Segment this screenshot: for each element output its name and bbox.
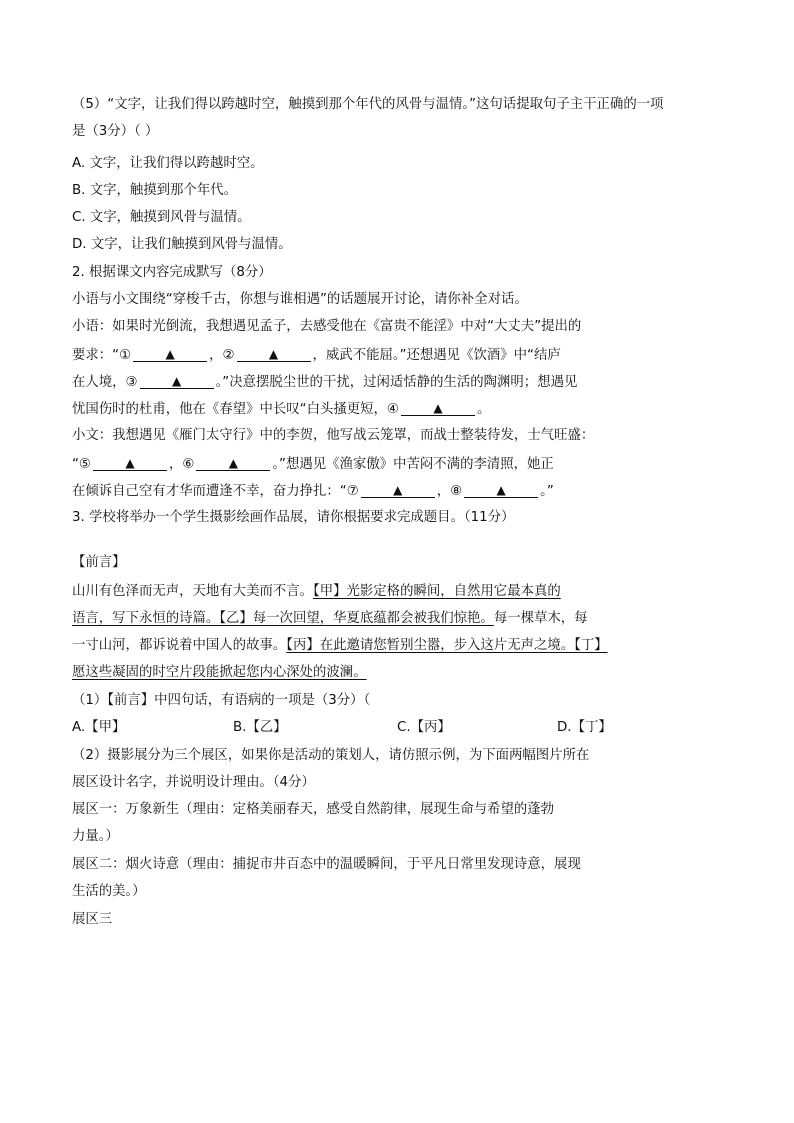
triangle-marker-icon: ▲ (496, 483, 506, 497)
sentence-jia: 【甲】光影定格的瞬间，自然用它最本真的 (313, 584, 561, 599)
preface-line2: 语言，写下永恒的诗篇。【乙】每一次回望，华夏底蕴都会被我们惊艳。每一棵草木，每 (72, 611, 588, 626)
q5-stem-line1: （5）“文字，让我们得以跨越时空，触摸到那个年代的风骨与温情。”这句话提取句子主干正确的一项 (72, 97, 664, 112)
blank-5[interactable] (93, 454, 167, 471)
q2-line3: 在人境，③ ▲ 。”决意摆脱尘世的干扰，过闲适恬静的生活的陶渊明；想遇见 (72, 374, 578, 390)
zone3-label: 展区三 (72, 912, 113, 927)
zone1-line2: 力量。） (72, 829, 119, 844)
zone2-line1: 展区二：烟火诗意（理由：捕捉市井百态中的温暖瞬间，于平凡日常里发现诗意，展现 (72, 857, 581, 872)
q5-option-d: D. 文字，让我们触摸到风骨与温情。 (72, 237, 292, 252)
q2-line7: 在倾诉自己空有才华而遭逢不幸，奋力挣扎：“⑦ ▲ ，⑧ ▲ 。” (72, 483, 554, 499)
q2-line2: 要求：“① ▲ ，② ▲ ，威武不能屈。”还想遇见《饮酒》中“结庐 (72, 347, 561, 363)
sub1-option-a: A.【甲】 (72, 720, 126, 735)
sentence-bing-ding: 【丙】在此邀请您暂别尘嚣，步入这片无声之境。【丁】 (286, 638, 608, 653)
triangle-marker-icon: ▲ (228, 456, 238, 470)
q2-title: 2. 根据课文内容完成默写（8分） (72, 265, 272, 280)
blank-6[interactable] (196, 454, 270, 471)
preface-heading: 【前言】 (72, 555, 126, 570)
sub1-option-d: D.【丁】 (557, 720, 612, 735)
triangle-marker-icon: ▲ (171, 374, 182, 388)
q2-line1: 小语：如果时光倒流，我想遇见孟子，去感受他在《富贵不能淫》中对“大丈夫”提出的 (72, 319, 582, 334)
q2-line6: “⑤ ▲ ，⑥ ▲ 。”想遇见《渔家傲》中苦闷不满的李清照，她正 (72, 456, 554, 472)
preface-line3: 一寸山河，都诉说着中国人的故事。【丙】在此邀请您暂别尘嚣，步入这片无声之境。【丁】 (72, 638, 608, 653)
triangle-marker-icon: ▲ (125, 456, 135, 470)
blank-4[interactable] (401, 399, 475, 416)
q3-sub1: （1）【前言】中四句话，有语病的一项是（3分）（ (72, 693, 371, 708)
blank-2[interactable] (237, 345, 311, 362)
sub1-option-b: B.【乙】 (233, 720, 287, 735)
q2-intro: 小语与小文围绕“穿梭千古，你想与谁相遇”的话题展开讨论，请你补全对话。 (72, 292, 528, 307)
blank-3[interactable] (140, 372, 214, 389)
triangle-marker-icon: ▲ (268, 347, 279, 361)
blank-8[interactable] (464, 481, 538, 498)
preface-line1: 山川有色泽而无声，天地有大美而不言。【甲】光影定格的瞬间，自然用它最本真的 (72, 584, 561, 599)
zone2-line2: 生活的美。） (72, 884, 146, 899)
q3-sub2-line2: 展区设计名字，并说明设计理由。（4分） (72, 775, 315, 790)
q2-line5: 小文：我想遇见《雁门太守行》中的李贺，他写战云笼罩，而战士整装待发，士气旺盛： (72, 428, 595, 443)
sentence-yi: 语言，写下永恒的诗篇。【乙】每一次回望，华夏底蕴都会被我们惊艳。 (72, 611, 494, 626)
zone1-line1: 展区一：万象新生（理由：定格美丽春天，感受自然韵律，展现生命与希望的蓬勃 (72, 802, 555, 817)
triangle-marker-icon: ▲ (165, 347, 175, 361)
q5-option-a: A. 文字，让我们得以跨越时空。 (72, 156, 264, 171)
q5-option-c: C. 文字，触摸到风骨与温情。 (72, 210, 251, 225)
q3-title: 3. 学校将举办一个学生摄影绘画作品展，请你根据要求完成题目。（11分） (72, 510, 515, 525)
q5-stem-line2: 是（3分）（ ） (72, 124, 159, 139)
sub1-option-c: C.【丙】 (397, 720, 451, 735)
q3-sub2-line1: （2）摄影展分为三个展区，如果你是活动的策划人，请仿照示例，为下面两幅图片所在 (72, 748, 590, 763)
q2-line4: 忧国伤时的杜甫，他在《春望》中长叹“白头搔更短，④ ▲ 。 (72, 401, 491, 417)
preface-line4: 愿这些凝固的时空片段能掀起您内心深处的波澜。 (72, 665, 367, 680)
q5-option-b: B. 文字，触摸到那个年代。 (72, 183, 237, 198)
triangle-marker-icon: ▲ (433, 401, 443, 415)
blank-7[interactable] (361, 481, 435, 498)
triangle-marker-icon: ▲ (393, 483, 403, 497)
blank-1[interactable] (133, 345, 207, 362)
